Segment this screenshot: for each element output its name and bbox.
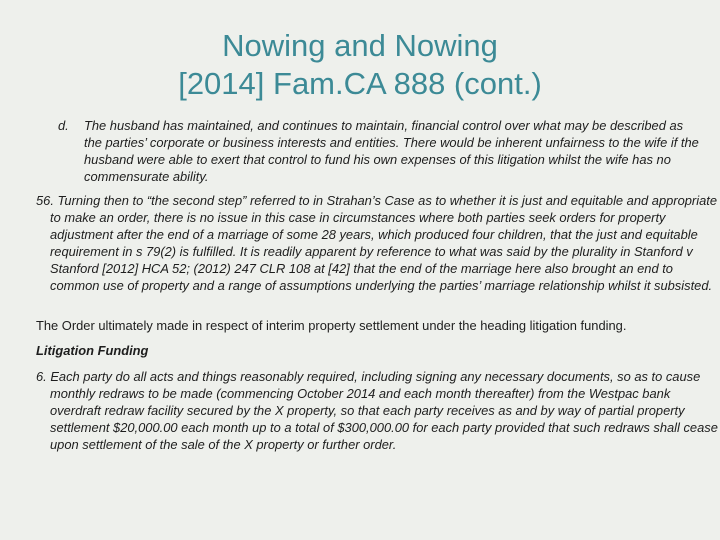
title-line-2: [2014] Fam.CA 888 (cont.)	[178, 66, 542, 101]
list-item-text: The husband has maintained, and continues to maintain, financial control over what may be described as the parties’ corporate or business interests and entities. There would be inherent unfairness to the wife if the husband were able to exert that control to fund his own expenses of this litigation whilst the wife has no commensurate ability.	[84, 118, 699, 184]
slide-title	[0, 27, 720, 103]
order-paragraph-6: 6. Each party do all acts and things reasonably required, including signing any necessary documents, so as to cause monthly redraws to be made (commencing October 2014 and each month thereafter) from the Westpac bank overdraft redraw facility secured by the X property, so that each party receives as and by way of partial property settlement $20,000.00 each month up to a total of $300,000.00 for each party provided that such redraws shall cease upon settlement of the sale of the X property or further order.	[36, 369, 718, 452]
order-description: The Order ultimately made in respect of interim property settlement under the heading litigation funding.	[36, 318, 627, 333]
title-line-1: Nowing and Nowing	[222, 28, 498, 63]
section-heading: Litigation Funding	[36, 343, 149, 358]
paragraph-56: 56. Turning then to “the second step” referred to in Strahan’s Case as to whether it is just and equitable and appropriate to make an order, there is no issue in this case in circumstances where both parties seek orders for property adjustment after the end of a marriage of some 28 years, which produced four children, that the just and equitable requirement in s 79(2) is fulfilled. It is readily apparent by reference to what was said by the plurality in Stanford v Stanford [2012] HCA 52; (2012) 247 CLR 108 at [42] that the end of the marriage here also brought an end to common use of property and a range of assumptions underlying the parties’ marriage relationship whilst it subsisted.	[36, 193, 717, 293]
list-marker: d.	[58, 118, 69, 133]
